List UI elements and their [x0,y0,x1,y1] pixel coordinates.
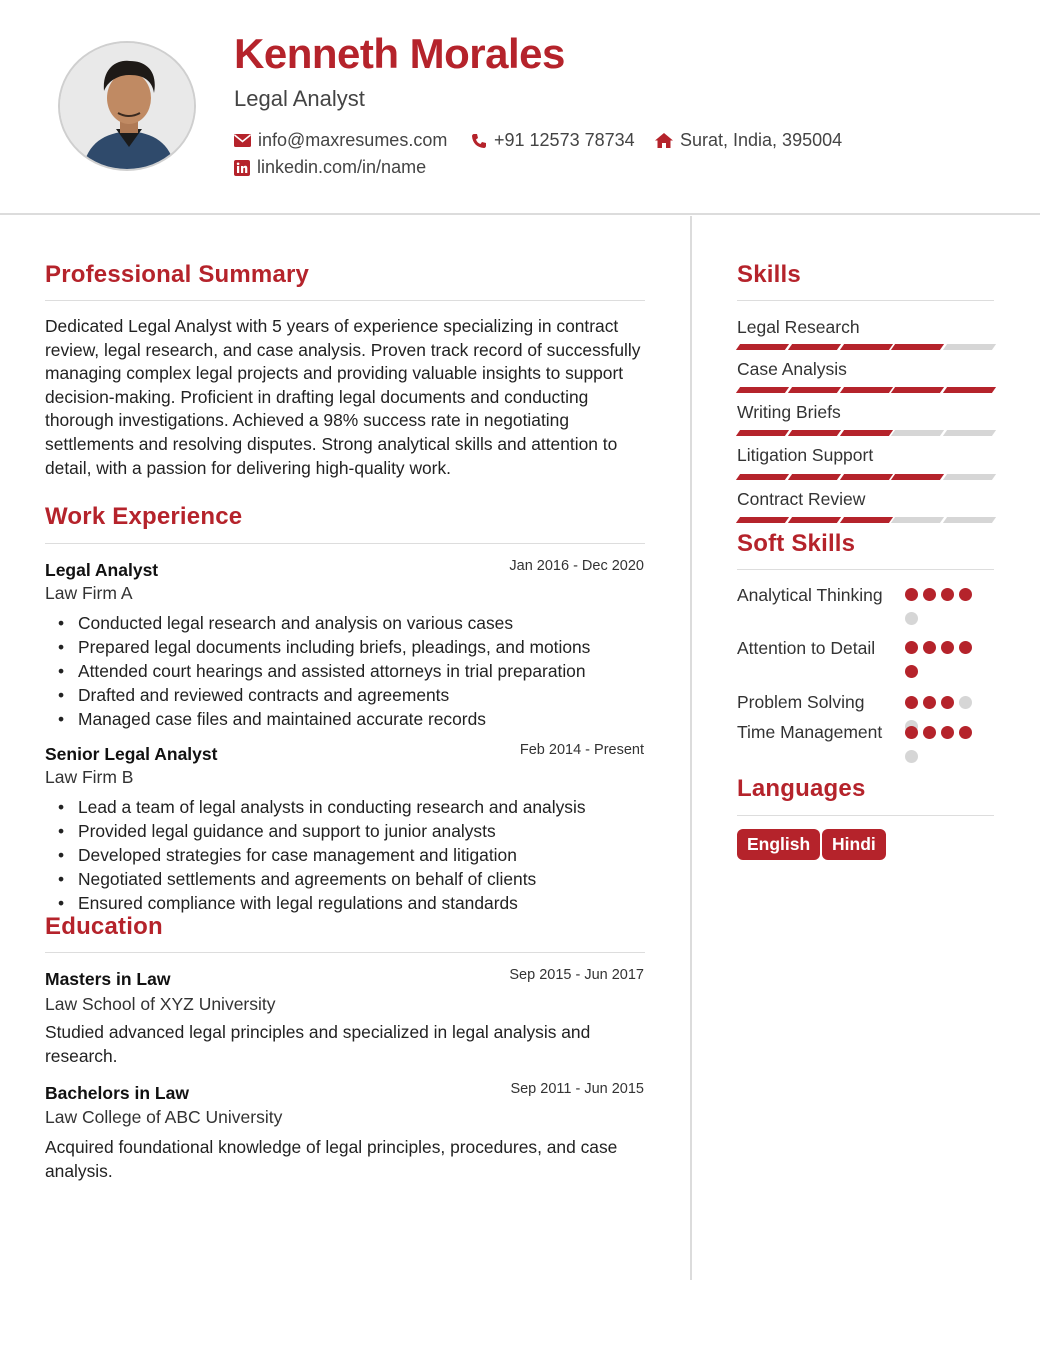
skill-level-segment [788,430,841,436]
soft-skill-name: Problem Solving [737,692,865,712]
soft-skills-rule [737,569,994,570]
skill-level-segment [943,517,996,523]
skill-level-segment [839,344,892,350]
skill-level-bar [738,474,994,480]
rating-dot [959,696,972,709]
job-role: Senior Legal Analyst [45,744,218,764]
contact-location [655,130,842,151]
job-bullets [78,795,658,915]
rating-dot [941,726,954,739]
location-text: Surat, India, 395004 [680,130,843,150]
soft-skill-rating [905,641,985,678]
rating-dot [941,588,954,601]
skill-level-segment [839,474,892,480]
soft-skill-rating [905,726,985,763]
skill-level-segment [736,474,789,480]
skill-name: Case Analysis [737,359,847,379]
experience-heading: Work Experience [45,503,243,530]
experience-rule [45,543,645,544]
rating-dot [959,641,972,654]
skill-level-segment [736,387,789,393]
skill-level-segment [943,344,996,350]
rating-dot [905,696,918,709]
degree-dates: Sep 2015 - Jun 2017 [509,967,644,983]
skill-level-segment [788,387,841,393]
degree-name: Bachelors in Law [45,1083,189,1103]
job-bullet: • Negotiated settlements and agreements on behalf of clients [78,867,658,891]
contact-phone[interactable] [471,130,635,151]
phone-text: +91 12573 78734 [494,130,635,150]
job-company: Law Firm B [45,767,134,787]
rating-dot [905,726,918,739]
skill-level-segment [891,387,944,393]
job-bullet: • Developed strategies for case management and litigation [78,843,658,867]
skill-name: Legal Research [737,317,860,337]
skill-level-segment [788,517,841,523]
education-heading: Education [45,913,163,940]
rating-dot [905,612,918,625]
resume-header [0,0,1040,215]
job-bullet: • Drafted and reviewed contracts and agreements [78,683,658,707]
job-bullet: • Managed case files and maintained accurate records [78,707,658,731]
rating-dot [959,726,972,739]
degree-description: Acquired foundational knowledge of legal principles, procedures, and case analysis. [45,1137,618,1181]
skill-level-segment [891,430,944,436]
job-dates: Jan 2016 - Dec 2020 [509,558,644,574]
soft-skill-name: Time Management [737,722,883,742]
degree-description: Studied advanced legal principles and specialized in legal analysis and research. [45,1022,591,1066]
skill-level-segment [891,344,944,350]
job-bullet: • Conducted legal research and analysis on various cases [78,611,658,635]
job-bullet: • Prepared legal documents including briefs, pleadings, and motions [78,635,658,659]
rating-dot [923,641,936,654]
job-dates: Feb 2014 - Present [519,742,644,758]
job-bullet: • Ensured compliance with legal regulations and standards [78,891,658,915]
skill-level-segment [736,430,789,436]
skill-level-segment [891,517,944,523]
soft-skills-heading: Soft Skills [737,530,856,557]
skills-rule [737,300,994,301]
rating-dot [923,726,936,739]
skill-level-segment [943,387,996,393]
skill-level-segment [891,474,944,480]
skill-level-bar [738,344,994,350]
skill-level-segment [788,474,841,480]
rating-dot [923,696,936,709]
rating-dot [959,588,972,601]
contact-linkedin[interactable] [234,157,426,178]
school-name: Law School of XYZ University [45,994,276,1014]
summary-text: Dedicated Legal Analyst with 5 years of experience specializing in contract review, legal research, and case analysis. Proven track record of successfully managing complex legal projects and providing valuable insights to support decision-making. Proficient in drafting legal documents and conducting thorough investigations. Achieved a 98% success rate in negotiating settlements and resolving disputes. Strong analytical skills and attention to detail, with a passion for delivering high-quality work. [45,316,641,478]
contact-email[interactable] [234,130,447,151]
linkedin-text: linkedin.com/in/name [257,157,427,177]
skill-level-bar [738,387,994,393]
job-bullet: • Provided legal guidance and support to junior analysts [78,819,658,843]
soft-skill-name: Analytical Thinking [737,585,883,605]
rating-dot [905,588,918,601]
email-text: info@maxresumes.com [258,130,448,150]
skill-level-segment [943,474,996,480]
skills-heading: Skills [737,261,801,288]
job-bullet: • Attended court hearings and assisted attorneys in trial preparation [78,659,658,683]
degree-name: Masters in Law [45,969,171,989]
candidate-name: Kenneth Morales [234,30,565,77]
job-company: Law Firm A [45,583,133,603]
skill-level-segment [736,517,789,523]
rating-dot [941,696,954,709]
skill-level-segment [736,344,789,350]
skill-level-segment [839,387,892,393]
language-tag: English [737,829,820,860]
home-icon [655,133,673,148]
languages-rule [737,815,994,816]
skill-level-segment [788,344,841,350]
skill-name: Litigation Support [737,445,874,465]
education-rule [45,952,645,953]
soft-skill-rating [905,588,985,625]
job-bullet: • Lead a team of legal analysts in conducting research and analysis [78,795,658,819]
skill-level-segment [839,517,892,523]
column-divider [690,216,692,1280]
summary-heading: Professional Summary [45,261,310,288]
rating-dot [923,588,936,601]
degree-dates: Sep 2011 - Jun 2015 [510,1081,644,1097]
skill-level-segment [943,430,996,436]
skill-level-segment [839,430,892,436]
phone-icon [471,133,487,149]
languages-heading: Languages [737,775,866,802]
rating-dot [905,750,918,763]
soft-skill-name: Attention to Detail [737,638,876,658]
linkedin-icon [234,160,250,176]
skill-name: Contract Review [737,489,866,509]
school-name: Law College of ABC University [45,1107,283,1127]
envelope-icon [234,134,251,147]
candidate-title: Legal Analyst [234,86,365,111]
language-tag: Hindi [822,829,886,860]
profile-photo [58,41,196,171]
job-role: Legal Analyst [45,560,159,580]
job-bullets [78,611,658,731]
skill-name: Writing Briefs [737,402,841,422]
rating-dot [941,641,954,654]
skill-level-bar [738,517,994,523]
rating-dot [905,665,918,678]
rating-dot [905,641,918,654]
summary-rule [45,300,645,301]
skill-level-bar [738,430,994,436]
